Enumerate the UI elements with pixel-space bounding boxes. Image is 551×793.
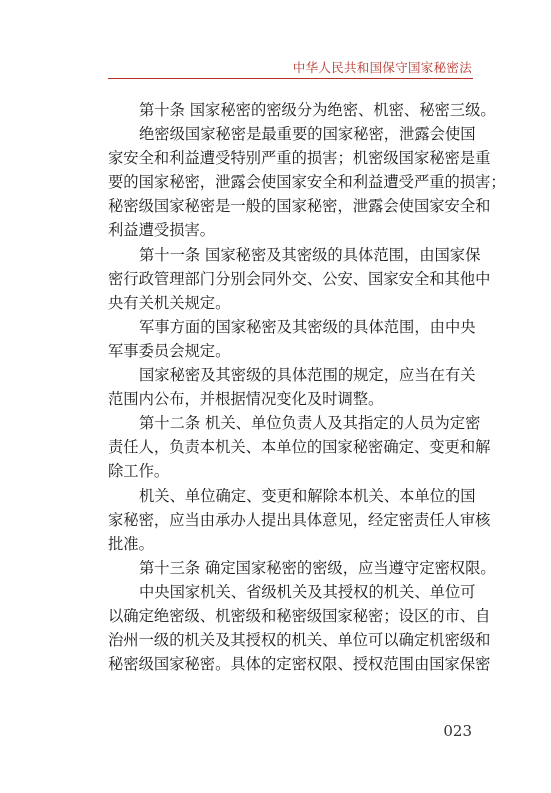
text-line: 要的国家秘密，泄露会使国家安全和利益遭受严重的损害； [108,173,506,192]
page-number: 023 [443,722,472,740]
text-line: 国家秘密及其密级的具体范围的规定，应当在有关 [139,366,476,385]
text-line: 除工作。 [108,462,170,481]
text-line: 秘密级国家秘密是一般的国家秘密，泄露会使国家安全和 [108,197,491,216]
text-line: 密行政管理部门分别会同外交、公安、国家安全和其他中 [108,269,491,288]
running-header-title: 中华人民共和国保守国家秘密法 [292,60,472,75]
text-line: 中央国家机关、省级机关及其授权的机关、单位可 [139,582,476,601]
text-line: 以确定绝密级、机密级和秘密级国家秘密；设区的市、自 [108,606,491,625]
text-line: 第十二条 机关、单位负责人及其指定的人员为定密 [139,414,481,433]
text-line: 家安全和利益遭受特别严重的损害；机密级国家秘密是重 [108,149,491,168]
text-line: 第十三条 确定国家秘密的密级，应当遵守定密权限。 [139,558,496,577]
body-text [108,98,506,676]
text-line: 批准。 [108,534,154,553]
text-line: 机关、单位确定、变更和解除本机关、本单位的国 [139,486,476,505]
text-line: 绝密级国家秘密是最重要的国家秘密，泄露会使国 [139,125,476,144]
text-line: 范围内公布，并根据情况变化及时调整。 [108,390,384,409]
text-line: 第十一条 国家秘密及其密级的具体范围，由国家保 [139,245,481,264]
text-line: 军事委员会规定。 [108,341,231,360]
text-line: 秘密级国家秘密。具体的定密权限、授权范围由国家保密 [108,655,491,674]
header-rule [108,78,473,79]
text-line: 家秘密，应当由承办人提出具体意见，经定密责任人审核 [108,510,491,529]
text-line: 治州一级的机关及其授权的机关、单位可以确定机密级和 [108,631,491,650]
text-line: 利益遭受损害。 [108,221,216,240]
text-line: 责任人，负责本机关、本单位的国家秘密确定、变更和解 [108,438,491,457]
text-line: 央有关机关规定。 [108,293,231,312]
text-line: 第十条 国家秘密的密级分为绝密、机密、秘密三级。 [139,101,496,119]
text-line: 军事方面的国家秘密及其密级的具体范围，由中央 [139,317,476,336]
